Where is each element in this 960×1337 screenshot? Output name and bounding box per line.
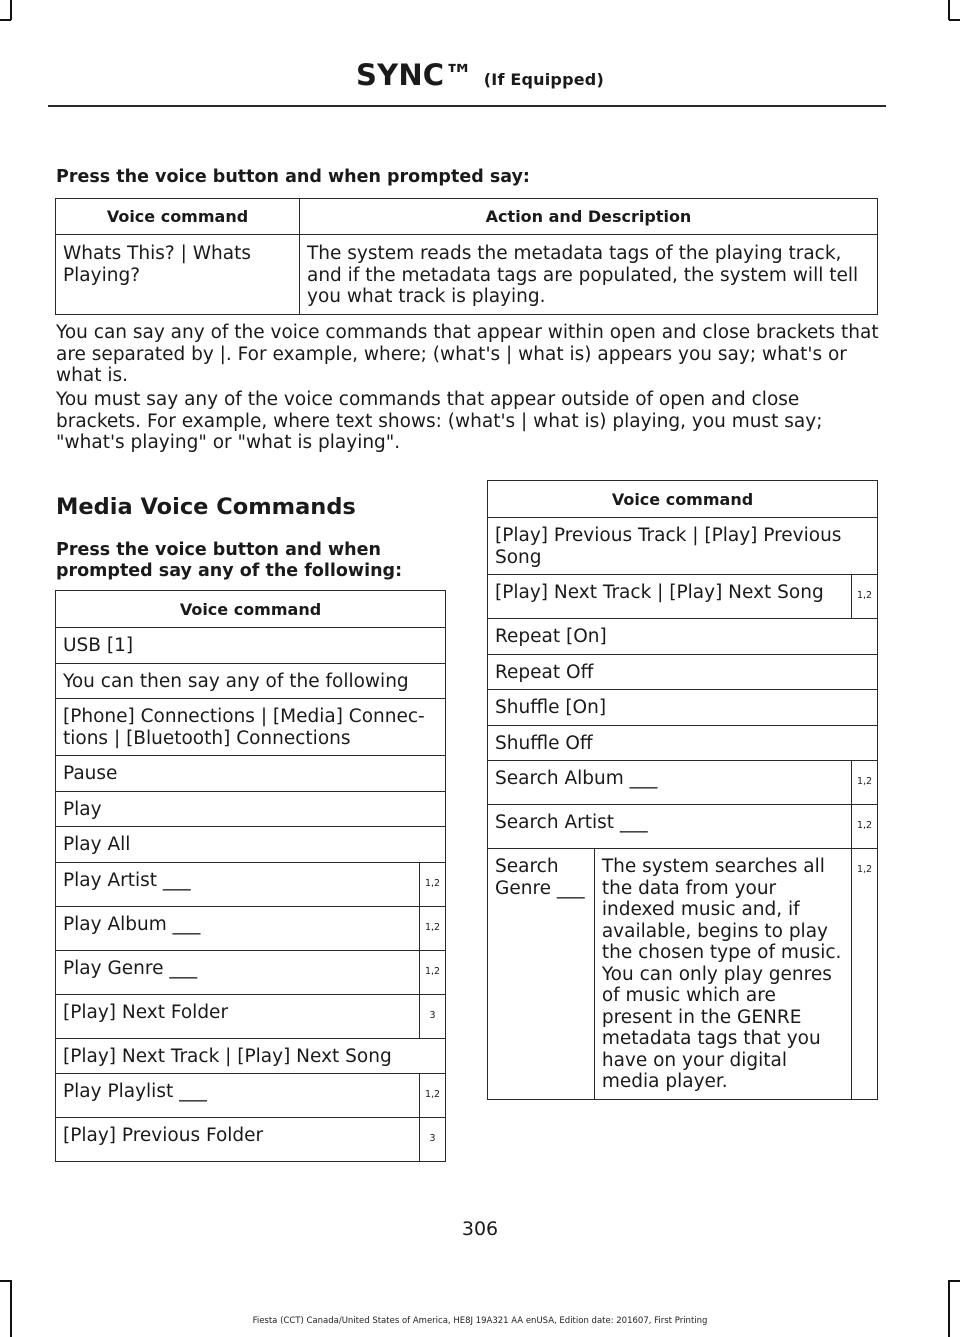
crop-mark: [10, 0, 12, 20]
column-header-voice-command: Voice command: [56, 199, 300, 235]
intro-lead: Press the voice button and when prompted say:: [56, 167, 530, 187]
crop-mark: [949, 19, 960, 21]
table-row: [Play] Next Track | [Play] Next Song: [488, 575, 852, 619]
crop-mark: [949, 1280, 960, 1282]
media-lead: Press the voice button and when prompted say any of the following:: [56, 540, 403, 581]
table-row: [Play] Next Folder: [56, 994, 420, 1038]
table-row: Play: [56, 791, 446, 827]
table-row: USB [1]: [56, 628, 446, 664]
table-row: Shuffle Off: [488, 725, 878, 761]
footnote-ref: 1,2: [420, 862, 446, 906]
section-heading: Media Voice Commands: [56, 494, 356, 520]
voice-command-table: [55, 198, 878, 315]
header-subtitle: (If Equipped): [483, 70, 604, 89]
table-row: Play Artist ___: [56, 862, 420, 906]
table-row: Shuffle [On]: [488, 690, 878, 726]
table-row: Play All: [56, 827, 446, 863]
footnote-ref: 1,2: [420, 950, 446, 994]
footnote-ref: 1,2: [852, 575, 878, 619]
table-row: Play Album ___: [56, 906, 420, 950]
page-footer: Fiesta (CCT) Canada/United States of America, HE8J 19A321 AA enUSA, Edition date: 201607, First Printing: [252, 1316, 708, 1326]
table-cell-command: Whats This? | Whats Playing?: [56, 235, 300, 315]
table-row: [Play] Previous Track | [Play] Previous Song: [488, 518, 878, 575]
table-row: Search Artist ___: [488, 805, 852, 849]
footnote-ref: 1,2: [852, 805, 878, 849]
table-row: Search Album ___: [488, 761, 852, 805]
column-header-voice-command: Voice command: [488, 481, 878, 518]
footnote-ref: 1,2: [852, 761, 878, 805]
column-header-voice-command: Voice command: [56, 591, 446, 628]
table-cell-description: The system reads the metadata tags of the playing track, and if the metadata tags are populated, the system will tell you what track is playing.: [300, 235, 878, 315]
footnote-ref: 1,2: [420, 1074, 446, 1118]
table-cell-command: Search Genre ___: [488, 849, 595, 1100]
crop-mark: [10, 1280, 12, 1337]
table-row: Repeat Off: [488, 654, 878, 690]
crop-mark: [0, 1280, 11, 1282]
media-commands-table-right: [487, 480, 878, 1100]
media-commands-table-left: [55, 590, 446, 1162]
crop-mark: [0, 19, 11, 21]
table-row: [Play] Next Track | [Play] Next Song: [56, 1038, 446, 1074]
header-rule: [48, 105, 886, 107]
table-row: [Play] Previous Folder: [56, 1118, 420, 1162]
table-row: You can then say any of the following: [56, 663, 446, 699]
paragraph-brackets-outside: You must say any of the voice commands that appear outside of open and close brackets. For example, where text shows: (what's | what is) playing, you must say; "what's playing" or "what is playing".: [56, 389, 823, 453]
footnote-ref: 1,2: [852, 849, 878, 1100]
header-title: SYNC™: [356, 58, 474, 92]
table-row: Play Playlist ___: [56, 1074, 420, 1118]
table-row: Repeat [On]: [488, 619, 878, 655]
page-number: 306: [461, 1218, 499, 1240]
page-header: [0, 58, 960, 92]
table-row: Play Genre ___: [56, 950, 420, 994]
column-header-action: Action and Description: [300, 199, 878, 235]
footnote-ref: 3: [420, 1118, 446, 1162]
crop-mark: [948, 1280, 950, 1337]
table-row: [Phone] Connections | [Media] Connec-tions | [Bluetooth] Connections: [56, 699, 446, 756]
crop-mark: [948, 0, 950, 20]
footnote-ref: 3: [420, 994, 446, 1038]
paragraph-brackets-within: You can say any of the voice commands that appear within open and close brackets that are separated by |. For example, where; (what's | what is) appears you say; what's or what is.: [56, 322, 879, 386]
table-cell-description: The system searches all the data from your indexed music and, if available, begins to play the chosen type of music. You can only play genres of music which are present in the GENRE metadata tags that you have on your digital media player.: [594, 849, 851, 1100]
footnote-ref: 1,2: [420, 906, 446, 950]
table-row: Pause: [56, 756, 446, 792]
